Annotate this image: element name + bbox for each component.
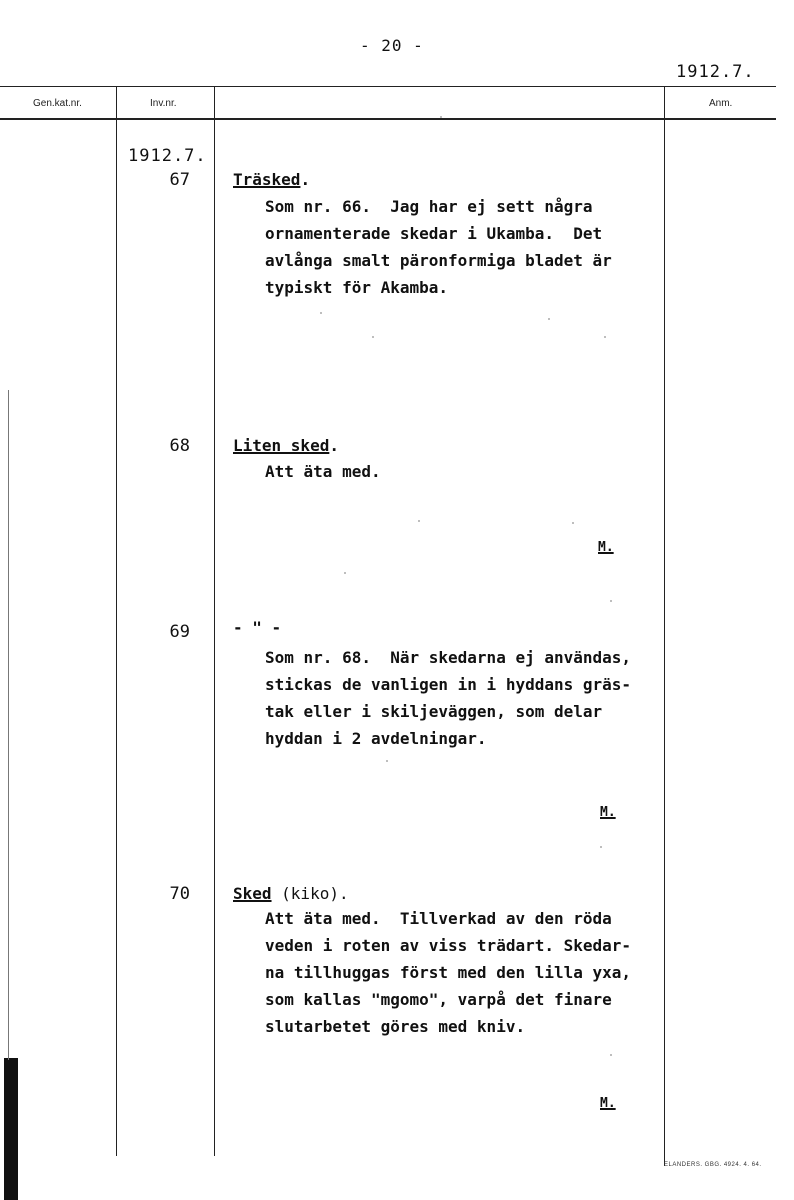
description-line: stickas de vanligen in i hyddans gräs- bbox=[265, 675, 632, 694]
description-line: hyddan i 2 avdelningar. bbox=[265, 729, 487, 748]
scan-edge bbox=[4, 1058, 18, 1200]
description-line: Som nr. 68. När skedarna ej användas, bbox=[265, 648, 632, 667]
scan-speck bbox=[386, 760, 388, 762]
entry-number: 69 bbox=[169, 622, 190, 642]
entry-description bbox=[265, 458, 381, 485]
scan-speck bbox=[610, 600, 612, 602]
entry-title-text: Liten sked bbox=[233, 436, 330, 455]
scan-speck bbox=[344, 572, 346, 574]
scan-speck bbox=[320, 312, 322, 314]
entry-number: 70 bbox=[169, 884, 190, 904]
description-line: typiskt för Akamba. bbox=[265, 278, 449, 297]
scan-speck bbox=[440, 116, 442, 118]
description-line: slutarbetet göres med kniv. bbox=[265, 1017, 526, 1036]
entry-title-text: Träsked bbox=[233, 170, 301, 189]
entry-title-suffix: (kiko). bbox=[271, 884, 349, 903]
entry-title bbox=[233, 884, 349, 903]
scan-speck bbox=[418, 520, 420, 522]
entry-number: 67 bbox=[169, 170, 190, 190]
column-divider-2 bbox=[214, 86, 215, 1156]
entry-title bbox=[233, 170, 310, 189]
description-line: avlånga smalt päronformiga bladet är bbox=[265, 251, 612, 270]
description-line: na tillhuggas först med den lilla yxa, bbox=[265, 963, 632, 982]
description-line: Som nr. 66. Jag har ej sett några bbox=[265, 197, 593, 216]
description-line: ornamenterade skedar i Ukamba. Det bbox=[265, 224, 603, 243]
entry-title-suffix: . bbox=[329, 436, 339, 455]
entry-description bbox=[265, 905, 631, 1040]
description-line: Att äta med. Tillverkad av den röda bbox=[265, 909, 612, 928]
entry-title bbox=[233, 436, 339, 455]
scan-speck bbox=[610, 1054, 612, 1056]
scan-speck bbox=[572, 522, 574, 524]
column-divider-3 bbox=[664, 86, 665, 1166]
scan-edge-line bbox=[8, 390, 9, 1060]
entry-description bbox=[265, 193, 612, 301]
description-line: veden i roten av viss trädart. Skedar- bbox=[265, 936, 632, 955]
column-header-gen-kat-nr: Gen.kat.nr. bbox=[33, 98, 82, 109]
entry-description bbox=[265, 644, 631, 752]
scan-speck bbox=[548, 318, 550, 320]
entry-title-text: - " - bbox=[233, 618, 282, 637]
scan-speck bbox=[600, 846, 602, 848]
description-line: tak eller i skiljeväggen, som delar bbox=[265, 702, 603, 721]
collector-signature: M. bbox=[598, 540, 614, 555]
printer-mark: ELANDERS. GBG. 4924. 4. 64. bbox=[664, 1162, 762, 1168]
entry-title-suffix: . bbox=[300, 170, 311, 189]
column-header-inv-nr: Inv.nr. bbox=[150, 98, 177, 109]
column-divider-1 bbox=[116, 86, 117, 1156]
accession-number-header: 1912.7. bbox=[676, 62, 755, 82]
column-header-anm: Anm. bbox=[709, 98, 733, 109]
scan-speck bbox=[372, 336, 374, 338]
entry-number: 68 bbox=[169, 436, 190, 456]
page-number: - 20 - bbox=[360, 36, 424, 55]
scan-speck bbox=[604, 336, 606, 338]
entry-title bbox=[233, 618, 281, 637]
entry-title-text: Sked bbox=[233, 884, 272, 903]
entry-date: 1912.7. bbox=[128, 146, 207, 166]
description-line: som kallas "mgomo", varpå det finare bbox=[265, 990, 612, 1009]
collector-signature: M. bbox=[600, 805, 616, 820]
collector-signature: M. bbox=[600, 1096, 616, 1111]
description-line: Att äta med. bbox=[265, 462, 381, 481]
